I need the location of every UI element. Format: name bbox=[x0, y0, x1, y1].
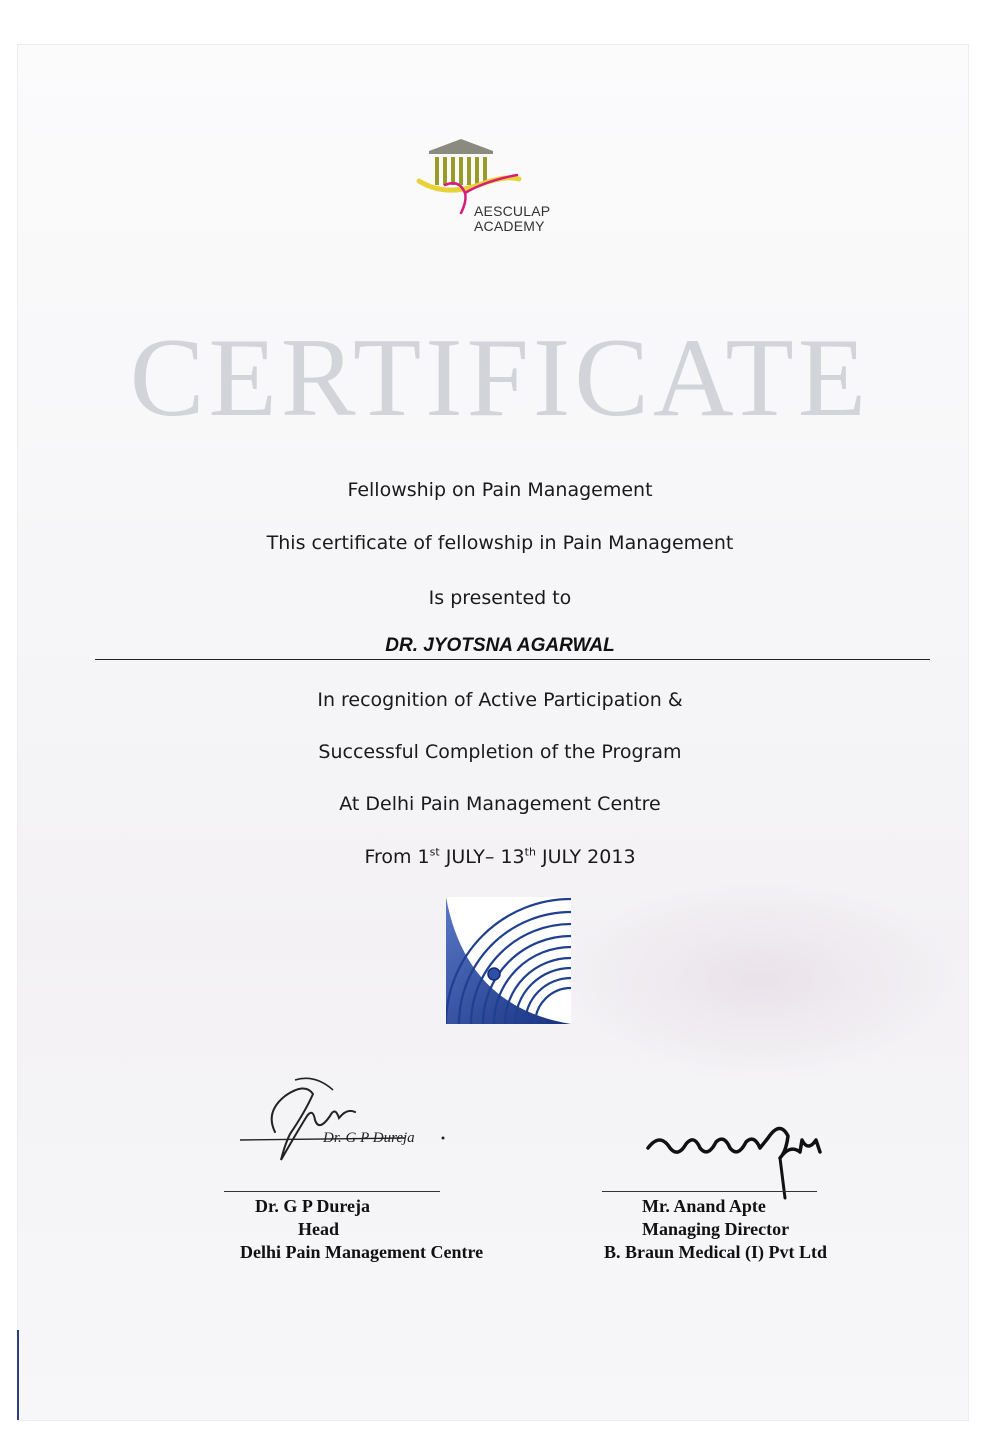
signature-line-2 bbox=[602, 1191, 817, 1192]
svg-text:Dr. G P Dureja: Dr. G P Dureja bbox=[323, 1130, 415, 1146]
scan-edge-mark bbox=[17, 1330, 19, 1420]
date-sup-1: st bbox=[429, 845, 440, 859]
signature-dureja bbox=[235, 1072, 455, 1167]
recipient-underline bbox=[95, 659, 930, 660]
recipient-name: DR. JYOTSNA AGARWAL bbox=[385, 635, 615, 656]
certificate-title: CERTIFICATE bbox=[129, 316, 871, 440]
presented-to-text: Is presented to bbox=[428, 587, 572, 609]
date-mid: JULY– 13 bbox=[439, 846, 525, 868]
date-suffix: JULY 2013 bbox=[535, 846, 636, 868]
fellowship-heading: Fellowship on Pain Management bbox=[347, 479, 653, 501]
signatory-1-role: Head bbox=[298, 1219, 340, 1239]
completion-text: Successful Completion of the Program bbox=[318, 741, 682, 763]
wave-emblem-icon bbox=[446, 897, 571, 1024]
signatory-1-org: Delhi Pain Management Centre bbox=[240, 1242, 484, 1262]
signatory-2 bbox=[590, 1195, 860, 1264]
paper-smudge bbox=[560, 880, 960, 1080]
signatory-2-org: B. Braun Medical (I) Pvt Ltd bbox=[604, 1242, 827, 1262]
recognition-text: In recognition of Active Participation & bbox=[317, 689, 683, 711]
signatory-2-role: Managing Director bbox=[642, 1219, 790, 1239]
logo-line-2: ACADEMY bbox=[474, 218, 545, 234]
signature-line-1 bbox=[224, 1191, 440, 1192]
logo-line-1: AESCULAP bbox=[474, 203, 551, 219]
signatory-2-name: Mr. Anand Apte bbox=[642, 1196, 766, 1216]
signatory-1-name: Dr. G P Dureja bbox=[255, 1196, 370, 1216]
venue-text: At Delhi Pain Management Centre bbox=[339, 793, 661, 815]
logo-wordmark bbox=[474, 204, 584, 234]
fellowship-description: This certificate of fellowship in Pain Management bbox=[266, 532, 734, 554]
program-dates bbox=[0, 845, 1000, 869]
date-prefix: From 1 bbox=[364, 846, 430, 868]
date-sup-2: th bbox=[524, 845, 536, 859]
signatory-1 bbox=[230, 1195, 530, 1264]
